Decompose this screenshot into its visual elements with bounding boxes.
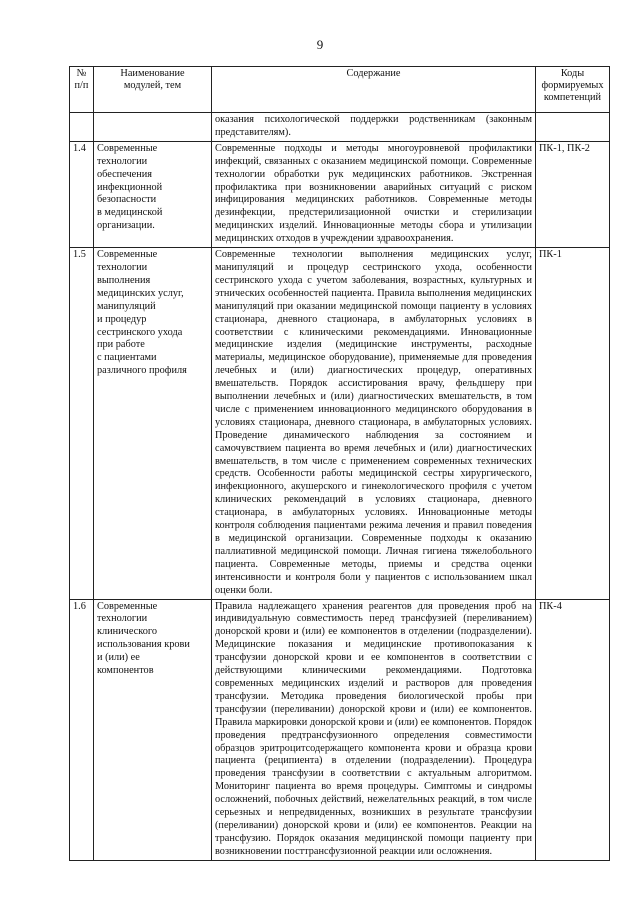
row-module-name-cell	[94, 113, 212, 142]
row-codes-cell	[536, 113, 610, 142]
header-competency-codes: Коды формируемых компетенций	[536, 67, 610, 113]
table-row-continuation	[70, 113, 610, 142]
row-number: 1.5	[70, 248, 94, 599]
table-row	[70, 599, 610, 860]
row-content: Правила надлежащего хранения реагентов для проведения проб на индивидуальную совместимость перед трансфузией (переливанием) донорской крови и (или) ее компонентов в отделении (подразделении). Медицинские показания и медицинские противопоказания к трансфузии донорской крови и ее компонентов в соответствии с действующими клиническими рекомендациями. Подготовка современных медицинских изделий и растворов для проведения трансфузии. Методика проведения биологической пробы при трансфузии (переливании) донорской крови и (или) ее компонентов. Правила маркировки донорской крови и (или) ее компонентов. Порядок проведения предтрансфузионного определения совместимости образцов эритроцитсодержащего компонента крови и образца крови пациента (реципиента) в отделении (подразделении). Процедура проведения трансфузии в соответствии с актуальным алгоритмом. Мониторинг пациента во время процедуры. Симптомы и синдромы осложнений, побочных действий, нежелательных реакций, в том числе серьезных и непредвиденных, возникших в результате трансфузии (переливании) донорской крови и (или) ее компонентов. Реакции на трансфузию. Порядок оказания медицинской помощи пациенту при возникновении посттрансфузионной реакции или осложнения.	[212, 599, 536, 860]
table-row	[70, 141, 610, 247]
row-number: 1.4	[70, 141, 94, 247]
page-number: 9	[316, 37, 324, 52]
table-header-row	[70, 67, 610, 113]
row-module-name: Современные технологии обеспечения инфекционной безопасности в медицинской организации.	[94, 141, 212, 247]
row-number: 1.6	[70, 599, 94, 860]
row-number-cell	[70, 113, 94, 142]
row-module-name: Современные технологии выполнения медицинских услуг, манипуляций и процедур сестринского ухода при работе с пациентами различного профиля	[94, 248, 212, 599]
row-module-name: Современные технологии клинического использования крови и (или) ее компонентов	[94, 599, 212, 860]
row-competency-codes: ПК-1	[536, 248, 610, 599]
header-content: Содержание	[212, 67, 536, 113]
row-competency-codes: ПК-1, ПК-2	[536, 141, 610, 247]
curriculum-table	[69, 66, 610, 861]
row-content: Современные технологии выполнения медицинских услуг, манипуляций и процедур сестринского ухода, особенности сестринского ухода с учетом заболевания, возрастных, культурных и этнических особенностей пациента. Правила выполнения медицинских манипуляций при оказании медицинской помощи пациенту в условиях стационара, дневного стационара, в амбулаторных условиях в соответствии с клиническими рекомендациями. Инновационные медицинские изделия (медицинские инструменты, расходные материалы, медицинское оборудование), применяемые для проведения лечебных и (или) диагностических процедур, оперативных вмешательств. Порядок ассистирования врачу, фельдшеру при выполнении лечебных и (или) диагностических вмешательств, в том числе с применением инновационного медицинского оборудования в условиях стационара, дневного стационара, в амбулаторных условиях. Проведение динамического наблюдения за состоянием и самочувствием пациента во время лечебных и (или) диагностических вмешательств, в том числе с применением современных технических средств. Особенности работы медицинской сестры хирургического, инфекционного, акушерского и гинекологического профиля с учетом клинических рекомендаций в условиях стационара, дневного стационара, в амбулаторных условиях. Инновационные методы контроля соблюдения пациентами режима лечения и правил поведения в медицинской организации. Современные подходы к оказанию паллиативной медицинской помощи. Личная гигиена тяжелобольного пациента. Современные методы, приемы и средства оценки интенсивности и контроля боли у пациентов с использованием шкал оценки боли.	[212, 248, 536, 599]
row-content-cell: оказания психологической поддержки родственникам (законным представителям).	[212, 113, 536, 142]
table-row	[70, 248, 610, 599]
header-module-name: Наименование модулей, тем	[94, 67, 212, 113]
row-competency-codes: ПК-4	[536, 599, 610, 860]
row-content: Современные подходы и методы многоуровневой профилактики инфекций, связанных с оказанием медицинской помощи. Современные технологии обработки рук медицинских работников. Экстренная профилактика при возникновении аварийных ситуаций с риском инфицирования медицинских работников. Современные методы дезинфекции, предстерилизационной очистки и стерилизации медицинских изделий. Инновационные методы сбора и утилизации медицинских отходов в учреждении здравоохранения.	[212, 141, 536, 247]
header-number: № п/п	[70, 67, 94, 113]
